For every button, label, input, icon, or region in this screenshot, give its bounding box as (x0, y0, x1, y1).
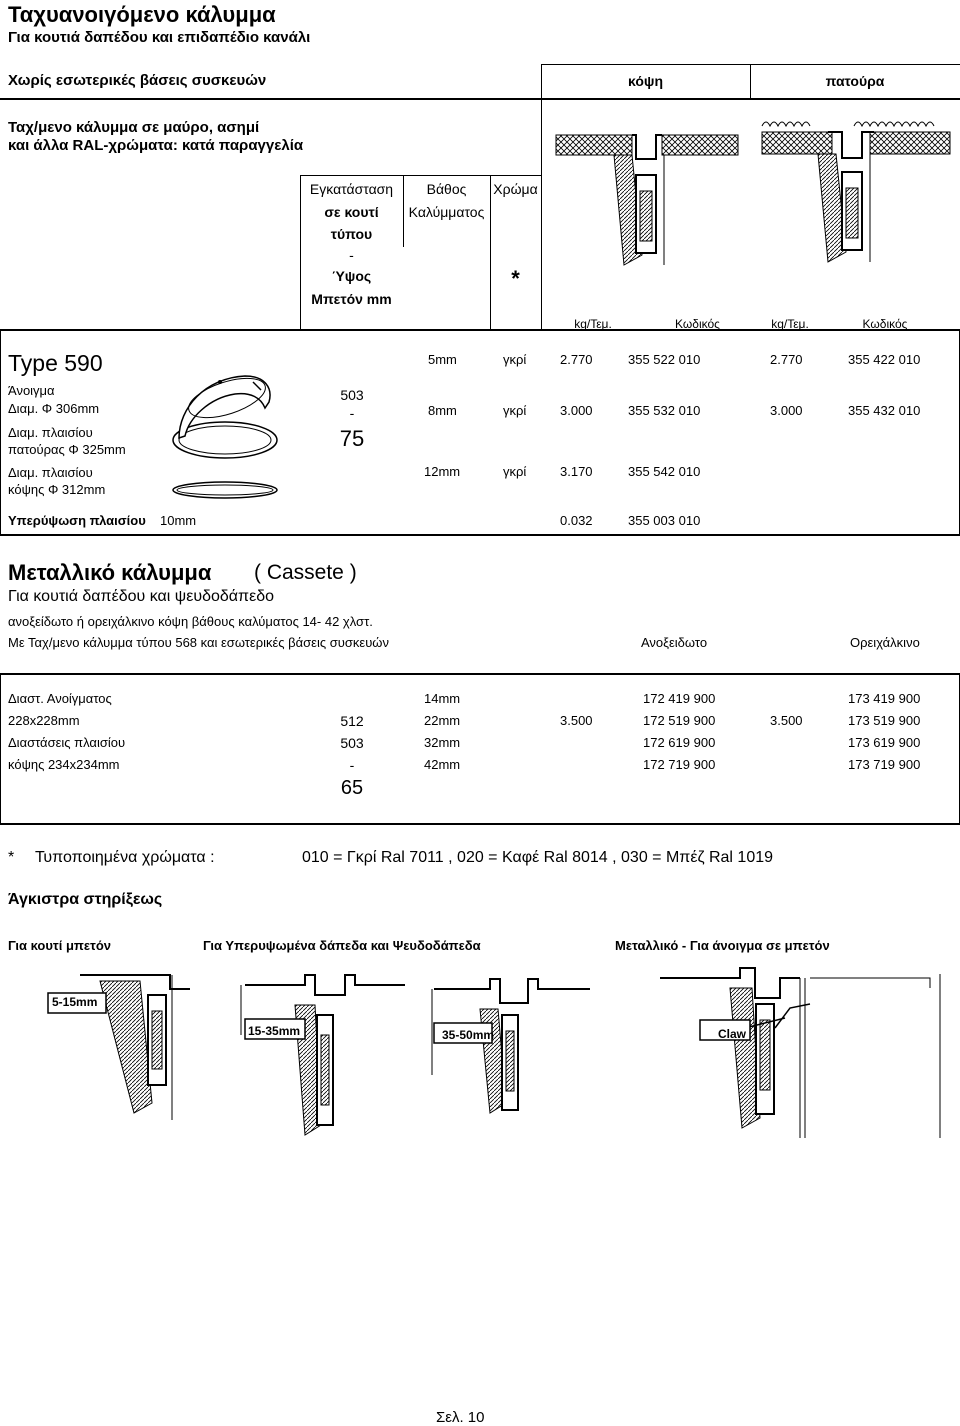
color-header: Χρώμα (493, 181, 538, 197)
cassette-depth: 14mm (424, 691, 461, 706)
row-kg: 3.000 (560, 403, 593, 418)
product-desc: πατούρας Φ 325mm (8, 442, 126, 457)
cassette-label: Διαστ. Ανοίγματος (8, 691, 112, 706)
cassette-code-brass: 173 619 900 (848, 735, 921, 750)
hook-label: 15-35mm (248, 1024, 301, 1038)
col-header-patoura: πατούρα (825, 73, 885, 89)
cassette-box: 512 (340, 713, 364, 729)
hooks-col1-title: Για κουτί μπετόν (8, 938, 112, 953)
row-code: 355 432 010 (848, 403, 921, 418)
cassette-depth: 32mm (424, 735, 461, 750)
row-depth: 12mm (424, 464, 461, 479)
row-kg: 2.770 (560, 352, 593, 367)
cassette-code-brass: 173 519 900 (848, 713, 921, 728)
depth-header: Καλύμματος (408, 204, 485, 220)
product-desc: κόψης Φ 312mm (8, 482, 106, 497)
page-title: Ταχυανοιγόμενο κάλυμμα (8, 2, 276, 27)
hooks-col3-title: Μεταλλικό - Για άνοιγμα σε μπετόν (615, 938, 830, 953)
page-subtitle: Για κουτιά δαπέδου και επιδαπέδιο κανάλι (8, 29, 311, 46)
extra-value: 10mm (160, 513, 197, 528)
divider (0, 98, 960, 100)
divider (0, 673, 960, 675)
row-code: 355 522 010 (628, 352, 701, 367)
row-depth: 5mm (428, 352, 457, 367)
box-height: 75 (339, 426, 365, 451)
color-star: * (511, 266, 520, 291)
cassette-box: - (349, 757, 355, 773)
hooks-col2-title: Για Υπερυψωμένα δάπεδα και Ψευδοδάπεδα (203, 938, 481, 953)
cassette-code-inox: 172 619 900 (643, 735, 716, 750)
cassette-code-inox: 172 519 900 (643, 713, 716, 728)
extra-kg: 0.032 (560, 513, 593, 528)
unit-code: Κωδικός (862, 317, 908, 331)
cassette-label: Διαστάσεις πλαισίου (8, 735, 126, 750)
row-code: 355 542 010 (628, 464, 701, 479)
row-color: γκρί (503, 403, 527, 418)
cassette-code-brass: 173 419 900 (848, 691, 921, 706)
install-header: σε κουτί (324, 204, 379, 220)
row-depth: 8mm (428, 403, 457, 418)
divider (0, 673, 1, 824)
cassette-label: 228x228mm (8, 713, 80, 728)
cassette-depth: 42mm (424, 757, 461, 772)
row-code: 355 532 010 (628, 403, 701, 418)
cassette-box: 503 (340, 735, 364, 751)
hook-pseudofloor-drawing (430, 975, 595, 1120)
divider (541, 64, 960, 65)
section1-heading: Χωρίς εσωτερικές βάσεις συσκευών (8, 72, 267, 89)
product-desc: Διαμ. Φ 306mm (8, 401, 100, 416)
col-header-kopsi: κόψη (628, 73, 663, 89)
section2-note: Με Ταχ/μενο κάλυμμα τύπου 568 και εσωτερικές βάσεις συσκευών (8, 635, 389, 650)
colors-note-value: 010 = Γκρί Ral 7011 , 020 = Καφέ Ral 8014 , 030 = Μπέζ Ral 1019 (302, 849, 774, 866)
install-header: τύπου (330, 226, 373, 242)
box-dash: - (349, 405, 355, 421)
divider (541, 64, 542, 329)
cut-cross-section-drawing (552, 115, 742, 275)
product-desc: Διαμ. πλαισίου (8, 425, 93, 440)
row-kg: 2.770 (770, 352, 803, 367)
unit-kg: kg/Τεμ. (574, 317, 612, 331)
box-type: 503 (340, 387, 364, 403)
cassette-depth: 22mm (424, 713, 461, 728)
hook-metal-claw-drawing (660, 968, 950, 1138)
section2-material: ανοξείδωτο ή ορειχάλκινο κόψη βάθους καλύματος 14- 42 χλστ. (8, 614, 373, 629)
flange-cross-section-drawing (758, 112, 953, 275)
divider (0, 329, 1, 535)
row-color: γκρί (503, 352, 527, 367)
row-color: γκρί (503, 464, 527, 479)
hook-label: 5-15mm (52, 995, 98, 1009)
cassette-kg-inox: 3.500 (560, 713, 593, 728)
section2-title: Μεταλλικό κάλυμμα (8, 560, 212, 585)
color-note-line1: Ταχ/μενο κάλυμμα σε μαύρο, ασημί (8, 119, 260, 136)
install-header: Ύψος (331, 268, 372, 284)
col-header-inox: Ανοξειδωτο (641, 635, 708, 650)
cassette-kg-brass: 3.500 (770, 713, 803, 728)
col-header-brass: Ορειχάλκινο (850, 635, 920, 650)
page-number: Σελ. 10 (436, 1409, 485, 1426)
section2-title-suffix: ( Cassete ) (254, 561, 357, 584)
row-code: 355 422 010 (848, 352, 921, 367)
colors-note-label: Τυποποιημένα χρώματα : (35, 849, 215, 866)
depth-header: Βάθος (426, 181, 467, 197)
hook-label: 35-50mm (442, 1028, 495, 1042)
unit-kg: kg/Τεμ. (771, 317, 809, 331)
row-kg: 3.000 (770, 403, 803, 418)
unit-code: Κωδικός (675, 317, 720, 331)
divider (490, 175, 491, 329)
cassette-code-inox: 172 419 900 (643, 691, 716, 706)
product-desc: Διαμ. πλαισίου (8, 465, 93, 480)
cassette-label: κόψης 234x234mm (8, 757, 120, 772)
hook-raised-floor-drawing (235, 975, 410, 1145)
divider (0, 329, 960, 331)
install-header: Εγκατάσταση (309, 181, 394, 197)
cassette-box: 65 (340, 777, 364, 799)
color-note-line2: και άλλα RAL-χρώματα: κατά παραγγελία (8, 137, 304, 154)
colors-note-star: * (8, 849, 15, 866)
hooks-title: Άγκιστρα στηρίξεως (8, 891, 163, 908)
product-desc: Άνοιγμα (8, 383, 55, 398)
install-header: - (349, 247, 354, 263)
divider (0, 823, 960, 825)
cassette-code-brass: 173 719 900 (848, 757, 921, 772)
hook-label: Claw (718, 1027, 747, 1041)
cassette-code-inox: 172 719 900 (643, 757, 716, 772)
product-title: Type 590 (8, 350, 103, 376)
extra-label: Υπερύψωση πλαισίου (8, 513, 146, 528)
section2-subtitle: Για κουτιά δαπέδου και ψευδοδάπεδο (8, 588, 275, 605)
divider (0, 534, 960, 536)
install-header: Μπετόν mm (311, 291, 392, 307)
extra-code: 355 003 010 (628, 513, 701, 528)
divider (300, 175, 541, 176)
round-cover-image (165, 368, 285, 504)
row-kg: 3.170 (560, 464, 593, 479)
